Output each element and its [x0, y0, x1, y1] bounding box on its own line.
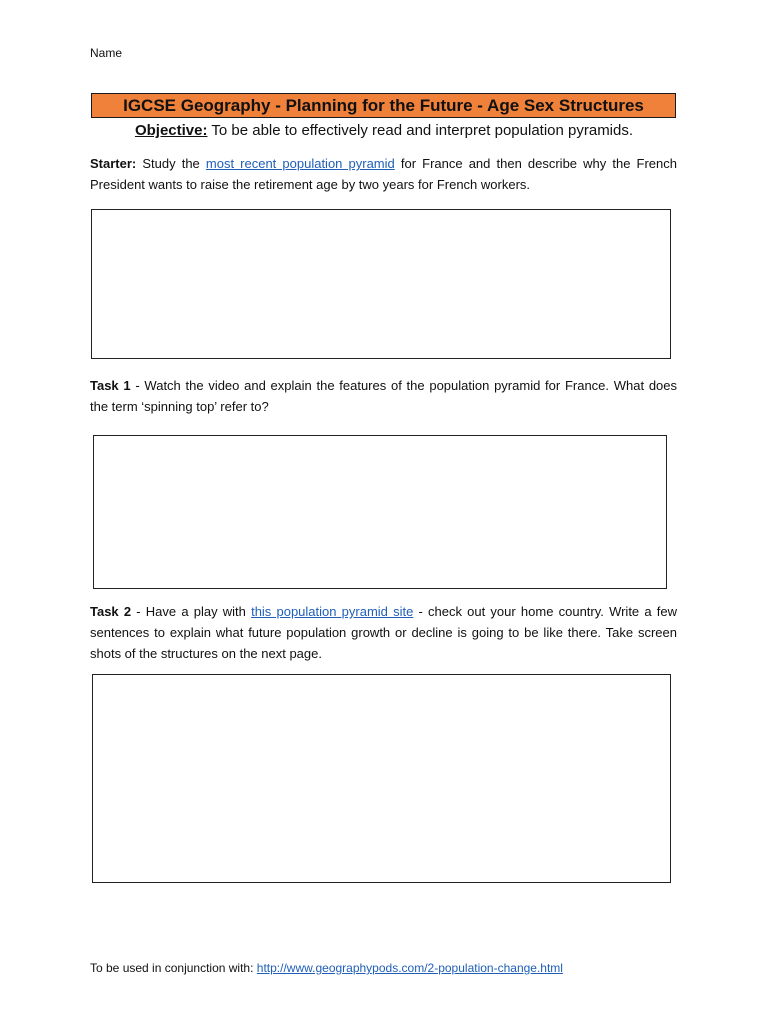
task1-answer-box[interactable] — [93, 435, 667, 589]
starter-answer-box[interactable] — [91, 209, 671, 359]
objective-label: Objective: — [134, 122, 208, 139]
task2-answer-box[interactable] — [92, 674, 671, 883]
task1-label: Task 1 — [90, 378, 131, 393]
objective-line — [90, 122, 678, 139]
starter-label: Starter: — [90, 156, 137, 171]
footer-text: To be used in conjunction with: — [90, 961, 257, 975]
name-label: Name — [90, 46, 123, 60]
starter-paragraph — [90, 153, 677, 195]
footer-line — [90, 961, 563, 975]
population-pyramid-site-link[interactable]: this population pyramid site — [251, 604, 414, 619]
starter-text-after: for France and then describe why the French President wants to raise the retirement age by two years for French workers. — [90, 156, 678, 192]
geographypods-link[interactable]: http://www.geographypods.com/2-population-change.html — [256, 961, 563, 975]
task2-text-after: - check out your home country. Write a few sentences to explain what future population growth or decline is going to be like there. Take screen shots of the structures on the next page. — [90, 604, 677, 661]
objective-text: To be able to effectively read and interpret population pyramids. — [207, 122, 634, 139]
population-pyramid-link[interactable]: most recent population pyramid — [205, 156, 395, 171]
task1-paragraph — [90, 375, 677, 417]
worksheet-title: IGCSE Geography - Planning for the Future - Age Sex Structures — [91, 93, 676, 118]
task1-text: - Watch the video and explain the features of the population pyramid for France. What does the term ‘spinning top’ refer to? — [90, 378, 678, 414]
task2-text-before: - Have a play with — [131, 604, 252, 619]
task2-label: Task 2 — [90, 604, 132, 619]
task2-paragraph — [90, 601, 677, 664]
starter-text-before: Study the — [136, 156, 206, 171]
